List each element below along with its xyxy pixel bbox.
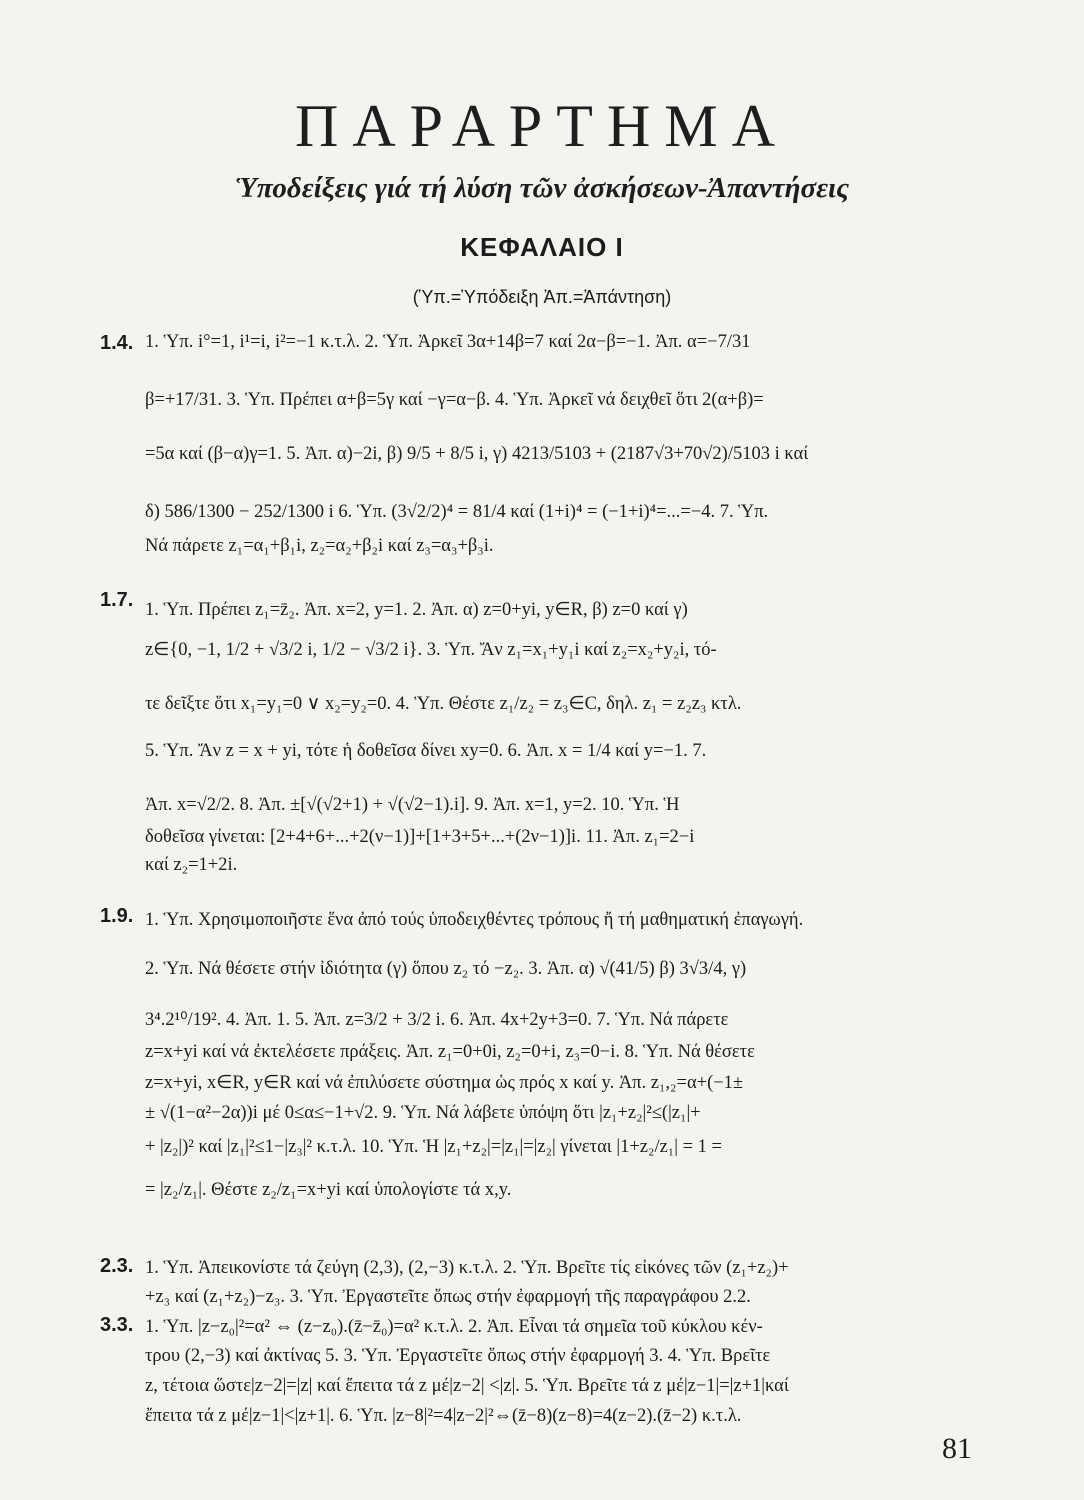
text-line: 2. Ὑπ. Νά θέσετε στήν ἰδιότητα (γ) ὅπου z₂ τό −z₂. 3. Ἀπ. α) √(41/5) β) 3√3/4, γ) [145,959,747,979]
text-line: τε δεῖξτε ὅτι x₁=y₁=0 ∨ x₂=y₂=0. 4. Ὑπ. Θέστε z₁/z₂ = z₃∈C, δηλ. z₁ = z₂z₃ κτλ. [145,694,742,714]
text-line: ± √(1−α²−2α))i μέ 0≤α≤−1+√2. 9. Ὑπ. Νά λάβετε ὑπόψη ὅτι |z₁+z₂|²≤(|z₁|+ [145,1103,701,1123]
text-line: καί z₂=1+2i. [145,855,238,875]
text-line: + |z₂|)² καί |z₁|²≤1−|z₃|² κ.τ.λ. 10. Ὑπ. Ἡ |z₁+z₂|=|z₁|=|z₂| γίνεται |1+z₂/z₁| = 1 = [145,1137,722,1157]
text-line: z=x+yi, x∈R, y∈R καί νά ἐπιλύσετε σύστημα ὡς πρός x καί y. Ἀπ. z₁,₂=α+(−1± [145,1073,744,1093]
text-line: β=+17/31. 3. Ὑπ. Πρέπει α+β=5γ καί −γ=α−β. 4. Ὑπ. Ἀρκεῖ νά δειχθεῖ ὅτι 2(α+β)= [145,390,764,410]
text-line: 1. Ὑπ. Ἀπεικονίστε τά ζεύγη (2,3), (2,−3) κ.τ.λ. 2. Ὑπ. Βρεῖτε τίς εἰκόνες τῶν (z₁+z₂)+ [145,1258,789,1278]
section-number: 1.4. [100,332,134,354]
text-line: δ) 586/1300 − 252/1300 i 6. Ὑπ. (3√2/2)⁴ = 81/4 καί (1+i)⁴ = (−1+i)⁴=...=−4. 7. Ὑπ. [145,502,769,522]
text-line: δοθεῖσα γίνεται: [2+4+6+...+2(ν−1)]+[1+3+5+...+(2ν−1)]i. 11. Ἀπ. z₁=2−i [145,827,695,847]
section-number: 3.3. [100,1314,134,1336]
text-line: = |z₂/z₁|. Θέστε z₂/z₁=x+yi καί ὑπολογίστε τά x,y. [145,1180,512,1200]
section-number: 1.9. [100,905,134,927]
page-subtitle: Ὑποδείξεις γιά τή λύση τῶν ἀσκήσεων-Ἀπαντήσεις [234,172,850,204]
text-line: z=x+yi καί νά ἐκτελέσετε πράξεις. Ἀπ. z₁=0+0i, z₂=0+i, z₃=0−i. 8. Ὑπ. Νά θέσετε [145,1042,755,1062]
abbreviation-legend: (Ὑπ.=Ὑπόδειξη Ἀπ.=Ἀπάντηση) [412,287,672,307]
text-line: 1. Ὑπ. i°=1, i¹=i, i²=−1 κ.τ.λ. 2. Ὑπ. Ἀρκεῖ 3α+14β=7 καί 2α−β=−1. Ἀπ. α=−7/31 [145,332,751,352]
text-line: =5α καί (β−α)γ=1. 5. Ἀπ. α)−2i, β) 9/5 + 8/5 i, γ) 4213/5103 + (2187√3+70√2)/5103 i καί [145,444,809,464]
text-line: z, τέτοια ὥστε|z−2|=|z| καί ἔπειτα τά z μέ|z−2| <|z|. 5. Ὑπ. Βρεῖτε τά z μέ|z−1|=|z+1|καί [145,1376,789,1396]
text-line: 5. Ὑπ. Ἄν z = x + yi, τότε ἡ δοθεῖσα δίνει xy=0. 6. Ἀπ. x = 1/4 καί y=−1. 7. [145,741,707,761]
text-line: 1. Ὑπ. |z−z₀|²=α² ⇔ (z−z₀).(z̄−z̄₀)=α² κ.τ.λ. 2. Ἀπ. Εἶναι τά σημεῖα τοῦ κύκλου κέν- [145,1317,763,1337]
chapter-heading: ΚΕΦΑΛΑΙΟ Ι [460,232,624,262]
page-title: ΠΑΡΑΡΤΗΜΑ [295,93,789,159]
text-line: +z₃ καί (z₁+z₂)−z₃. 3. Ὑπ. Ἐργαστεῖτε ὅπως στήν ἐφαρμογή τῆς παραγράφου 2.2. [145,1287,751,1307]
section-number: 2.3. [100,1255,134,1277]
text-line: τρου (2,−3) καί ἀκτίνας 5. 3. Ὑπ. Ἐργαστεῖτε ὅπως στήν ἐφαρμογή 3. 4. Ὑπ. Βρεῖτε [145,1346,771,1366]
text-line: 1. Ὑπ. Χρησιμοποιῆστε ἕνα ἀπό τούς ὑποδειχθέντες τρόπους ἤ τή μαθηματική ἐπαγωγή. [145,910,804,930]
text-line: 3⁴.2¹⁰/19². 4. Ἀπ. 1. 5. Ἀπ. z=3/2 + 3/2 i. 6. Ἀπ. 4x+2y+3=0. 7. Ὑπ. Νά πάρετε [145,1010,729,1030]
section-number: 1.7. [100,589,134,611]
text-line: Ἀπ. x=√2/2. 8. Ἀπ. ±[√(√2+1) + √(√2−1).i]. 9. Ἀπ. x=1, y=2. 10. Ὑπ. Ἡ [145,795,680,815]
page-number: 81 [942,1432,972,1465]
text-line: 1. Ὑπ. Πρέπει z₁=z̄₂. Ἀπ. x=2, y=1. 2. Ἀπ. α) z=0+yi, y∈R, β) z=0 καί γ) [145,600,688,620]
text-line: z∈{0, −1, 1/2 + √3/2 i, 1/2 − √3/2 i}. 3. Ὑπ. Ἄν z₁=x₁+y₁i καί z₂=x₂+y₂i, τό- [145,640,717,660]
text-line: Νά πάρετε z₁=α₁+β₁i, z₂=α₂+β₂i καί z₃=α₃+β₃i. [145,536,494,556]
text-line: ἔπειτα τά z μέ|z−1|<|z+1|. 6. Ὑπ. |z−8|²=4|z−2|²⇔(z̄−8)(z−8)=4(z−2).(z̄−2) κ.τ.λ. [145,1406,742,1426]
